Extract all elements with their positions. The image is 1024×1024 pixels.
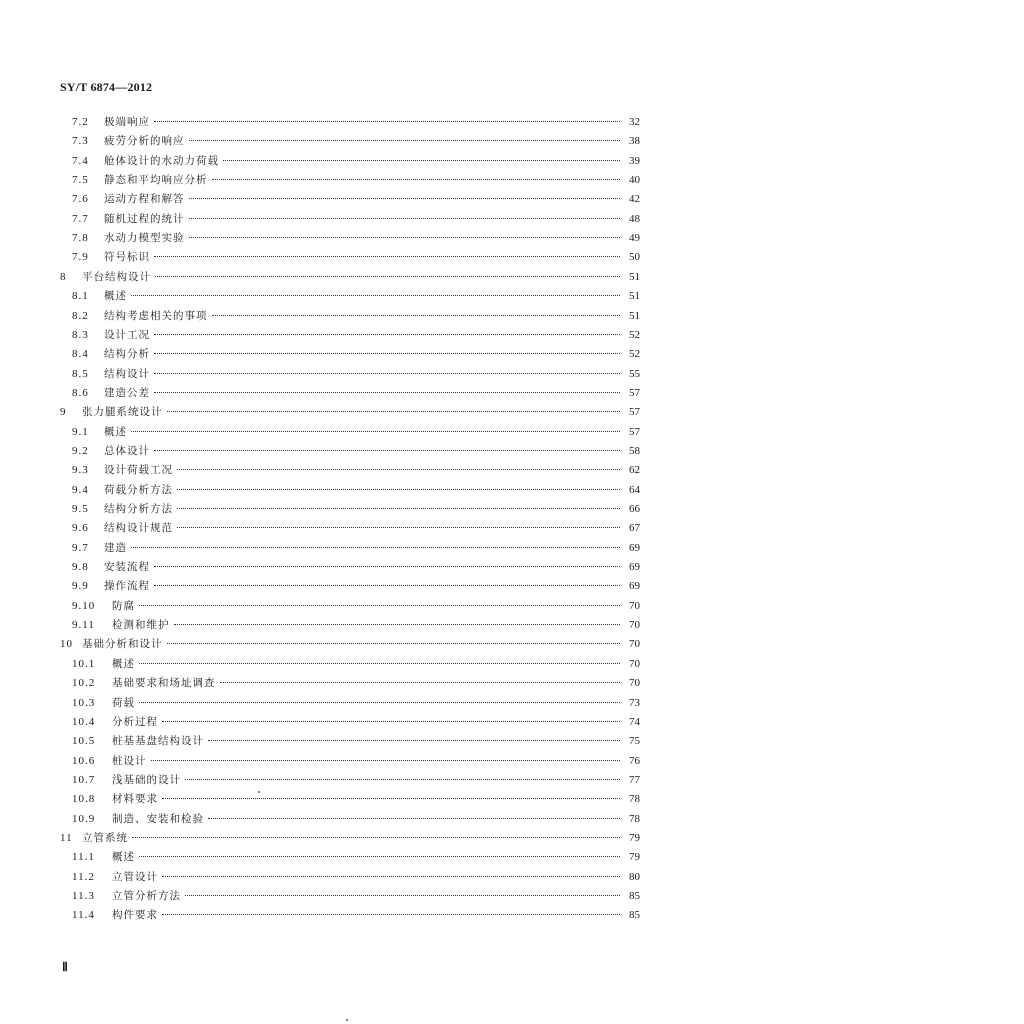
toc-dot-leader [154, 373, 620, 374]
toc-entry-title: 极端响应 [104, 116, 150, 128]
toc-section-entry [72, 461, 640, 479]
toc-entry-page: 58 [629, 445, 640, 457]
toc-section-entry [72, 577, 640, 595]
toc-entry-title: 总体设计 [104, 445, 150, 457]
toc-entry-number: 10.6 [72, 755, 96, 767]
toc-dot-leader [189, 218, 621, 219]
toc-dot-leader [154, 334, 620, 335]
toc-dot-leader [151, 760, 621, 761]
toc-entry-number: 11.2 [72, 871, 95, 883]
toc-section-entry [72, 248, 640, 266]
toc-entry-title: 检测和维护 [112, 619, 170, 631]
toc-section-entry [72, 287, 640, 305]
toc-entry-title: 舱体设计的水动力荷载 [104, 155, 219, 167]
toc-dot-leader [139, 663, 620, 664]
toc-entry-number: 7.7 [72, 213, 89, 225]
toc-dot-leader [185, 895, 620, 896]
toc-entry-page: 80 [629, 871, 640, 883]
toc-dot-leader [223, 160, 620, 161]
toc-entry-number: 9.5 [72, 503, 89, 515]
toc-entry-page: 85 [629, 909, 640, 921]
toc-entry-title: 安装流程 [104, 561, 150, 573]
toc-entry-number: 9.2 [72, 445, 89, 457]
page-number-footer: Ⅱ [62, 960, 68, 974]
toc-section-entry [72, 113, 640, 131]
toc-entry-page: 77 [629, 774, 640, 786]
toc-entry-page: 57 [629, 426, 640, 438]
toc-section-entry [72, 229, 640, 247]
toc-entry-title: 符号标识 [104, 251, 150, 263]
toc-entry-title: 防腐 [112, 600, 135, 612]
toc-entry-title: 平台结构设计 [82, 271, 151, 283]
toc-entry-title: 操作流程 [104, 580, 150, 592]
scan-speck [258, 791, 260, 793]
toc-section-entry [72, 152, 640, 170]
toc-entry-page: 38 [629, 135, 640, 147]
toc-entry-title: 概述 [104, 426, 127, 438]
toc-entry-number: 9.1 [72, 426, 89, 438]
toc-entry-title: 张力腿系统设计 [82, 406, 163, 418]
toc-entry-number: 9.4 [72, 484, 89, 496]
toc-dot-leader [154, 392, 620, 393]
toc-entry-page: 74 [629, 716, 640, 728]
toc-section-entry [72, 190, 640, 208]
toc-entry-title: 材料要求 [112, 793, 158, 805]
toc-entry-number: 7.5 [72, 174, 89, 186]
toc-section-entry [72, 752, 640, 770]
toc-section-entry [72, 674, 640, 692]
toc-entry-title: 构件要求 [112, 909, 158, 921]
toc-dot-leader [177, 527, 620, 528]
toc-entry-title: 结构考虑相关的事项 [104, 310, 208, 322]
toc-entry-number: 7.4 [72, 155, 89, 167]
toc-section-entry [72, 326, 640, 344]
toc-entry-title: 运动方程和解答 [104, 193, 185, 205]
toc-chapter-entry [60, 635, 640, 653]
toc-dot-leader [212, 179, 621, 180]
toc-section-entry [72, 771, 640, 789]
toc-section-entry [72, 887, 640, 905]
toc-section-entry [72, 481, 640, 499]
toc-dot-leader [162, 914, 620, 915]
toc-entry-page: 51 [629, 271, 640, 283]
toc-section-entry [72, 732, 640, 750]
toc-entry-page: 64 [629, 484, 640, 496]
toc-section-entry [72, 500, 640, 518]
toc-entry-title: 疲劳分析的响应 [104, 135, 185, 147]
toc-entry-page: 79 [629, 851, 640, 863]
toc-entry-number: 9.11 [72, 619, 95, 631]
toc-entry-title: 荷载分析方法 [104, 484, 173, 496]
toc-entry-page: 39 [629, 155, 640, 167]
toc-entry-page: 70 [629, 658, 640, 670]
toc-chapter-entry [60, 403, 640, 421]
toc-entry-page: 40 [629, 174, 640, 186]
toc-entry-number: 10.4 [72, 716, 96, 728]
toc-entry-page: 76 [629, 755, 640, 767]
toc-entry-number: 7.2 [72, 116, 89, 128]
toc-entry-number: 9.10 [72, 600, 96, 612]
toc-section-entry [72, 171, 640, 189]
toc-section-entry [72, 848, 640, 866]
toc-section-entry [72, 558, 640, 576]
toc-entry-number: 10.9 [72, 813, 96, 825]
toc-entry-number: 10.8 [72, 793, 96, 805]
toc-dot-leader [167, 411, 621, 412]
toc-entry-title: 立管系统 [82, 832, 128, 844]
toc-section-entry [72, 442, 640, 460]
toc-section-entry [72, 384, 640, 402]
toc-entry-page: 52 [629, 329, 640, 341]
toc-entry-title: 基础要求和场址调查 [112, 677, 216, 689]
toc-entry-title: 桩设计 [112, 755, 147, 767]
toc-entry-title: 立管设计 [112, 871, 158, 883]
toc-entry-number: 7.9 [72, 251, 89, 263]
toc-dot-leader [162, 876, 620, 877]
toc-entry-page: 79 [629, 832, 640, 844]
toc-dot-leader [154, 450, 620, 451]
toc-dot-leader [174, 624, 621, 625]
toc-entry-number: 10.7 [72, 774, 96, 786]
toc-entry-title: 概述 [112, 658, 135, 670]
toc-dot-leader [208, 740, 620, 741]
toc-entry-number: 10.2 [72, 677, 96, 689]
toc-section-entry [72, 365, 640, 383]
toc-section-entry [72, 597, 640, 615]
toc-entry-number: 10.5 [72, 735, 96, 747]
toc-chapter-entry [60, 268, 640, 286]
toc-entry-title: 建造 [104, 542, 127, 554]
toc-entry-number: 11 [60, 832, 73, 844]
toc-entry-number: 8.2 [72, 310, 89, 322]
toc-dot-leader [132, 837, 620, 838]
toc-dot-leader [162, 721, 620, 722]
toc-entry-title: 荷载 [112, 697, 135, 709]
scan-speck [346, 1019, 348, 1021]
toc-entry-number: 11.3 [72, 890, 95, 902]
toc-entry-title: 结构设计 [104, 368, 150, 380]
toc-entry-title: 制造、安装和检验 [112, 813, 204, 825]
toc-entry-title: 概述 [104, 290, 127, 302]
toc-dot-leader [177, 469, 620, 470]
toc-entry-title: 分析过程 [112, 716, 158, 728]
toc-dot-leader [177, 489, 620, 490]
toc-entry-number: 8.1 [72, 290, 89, 302]
toc-entry-page: 32 [629, 116, 640, 128]
toc-entry-number: 9.9 [72, 580, 89, 592]
toc-entry-title: 立管分析方法 [112, 890, 181, 902]
toc-entry-page: 57 [629, 387, 640, 399]
toc-section-entry [72, 616, 640, 634]
toc-dot-leader [154, 585, 620, 586]
toc-dot-leader [155, 276, 620, 277]
toc-entry-title: 随机过程的统计 [104, 213, 185, 225]
toc-entry-title: 概述 [112, 851, 135, 863]
toc-entry-title: 静态和平均响应分析 [104, 174, 208, 186]
toc-dot-leader [154, 121, 620, 122]
toc-dot-leader [139, 702, 620, 703]
toc-dot-leader [162, 798, 620, 799]
toc-entry-title: 结构分析方法 [104, 503, 173, 515]
toc-entry-number: 10.1 [72, 658, 96, 670]
toc-section-entry [72, 519, 640, 537]
toc-dot-leader [220, 682, 621, 683]
toc-section-entry [72, 790, 640, 808]
toc-dot-leader [208, 818, 620, 819]
document-code-header: SY/T 6874—2012 [60, 80, 153, 94]
toc-entry-number: 11.1 [72, 851, 95, 863]
toc-entry-page: 62 [629, 464, 640, 476]
toc-entry-title: 结构设计规范 [104, 522, 173, 534]
toc-section-entry [72, 655, 640, 673]
toc-section-entry [72, 713, 640, 731]
toc-entry-page: 50 [629, 251, 640, 263]
toc-entry-number: 7.6 [72, 193, 89, 205]
toc-chapter-entry [60, 829, 640, 847]
toc-section-entry [72, 423, 640, 441]
toc-dot-leader [167, 643, 621, 644]
toc-dot-leader [212, 315, 621, 316]
toc-entry-page: 85 [629, 890, 640, 902]
toc-entry-page: 75 [629, 735, 640, 747]
toc-entry-number: 9.3 [72, 464, 89, 476]
toc-section-entry [72, 868, 640, 886]
toc-entry-title: 结构分析 [104, 348, 150, 360]
toc-entry-page: 52 [629, 348, 640, 360]
toc-entry-page: 49 [629, 232, 640, 244]
toc-dot-leader [131, 295, 620, 296]
toc-entry-title: 桩基基盘结构设计 [112, 735, 204, 747]
toc-entry-page: 73 [629, 697, 640, 709]
toc-entry-number: 9.6 [72, 522, 89, 534]
toc-entry-number: 8.4 [72, 348, 89, 360]
toc-section-entry [72, 210, 640, 228]
toc-entry-page: 51 [629, 290, 640, 302]
toc-entry-page: 51 [629, 310, 640, 322]
toc-entry-page: 42 [629, 193, 640, 205]
toc-entry-page: 66 [629, 503, 640, 515]
toc-entry-title: 建造公差 [104, 387, 150, 399]
toc-entry-number: 10 [60, 638, 73, 650]
toc-entry-page: 78 [629, 813, 640, 825]
toc-entry-title: 设计荷载工况 [104, 464, 173, 476]
toc-entry-page: 57 [629, 406, 640, 418]
toc-entry-number: 7.8 [72, 232, 89, 244]
toc-entry-number: 9.8 [72, 561, 89, 573]
toc-dot-leader [154, 256, 620, 257]
toc-dot-leader [189, 237, 621, 238]
toc-entry-title: 设计工况 [104, 329, 150, 341]
toc-entry-page: 48 [629, 213, 640, 225]
toc-entry-number: 9 [60, 406, 67, 418]
toc-dot-leader [154, 566, 620, 567]
toc-dot-leader [139, 605, 620, 606]
toc-dot-leader [189, 198, 621, 199]
toc-section-entry [72, 132, 640, 150]
toc-entry-page: 69 [629, 561, 640, 573]
toc-dot-leader [185, 779, 620, 780]
toc-dot-leader [131, 547, 620, 548]
toc-section-entry [72, 307, 640, 325]
toc-entry-number: 8.5 [72, 368, 89, 380]
toc-entry-page: 70 [629, 638, 640, 650]
toc-entry-page: 69 [629, 542, 640, 554]
toc-section-entry [72, 345, 640, 363]
toc-dot-leader [139, 856, 620, 857]
toc-dot-leader [154, 353, 620, 354]
toc-section-entry [72, 694, 640, 712]
toc-entry-number: 8 [60, 271, 67, 283]
toc-entry-title: 水动力模型实验 [104, 232, 185, 244]
toc-entry-page: 55 [629, 368, 640, 380]
toc-section-entry [72, 906, 640, 924]
toc-entry-number: 9.7 [72, 542, 89, 554]
toc-dot-leader [189, 140, 621, 141]
toc-entry-number: 8.6 [72, 387, 89, 399]
toc-entry-page: 70 [629, 677, 640, 689]
toc-dot-leader [177, 508, 620, 509]
toc-entry-page: 70 [629, 619, 640, 631]
toc-entry-page: 67 [629, 522, 640, 534]
toc-section-entry [72, 810, 640, 828]
toc-entry-page: 70 [629, 600, 640, 612]
toc-entry-number: 7.3 [72, 135, 89, 147]
toc-entry-number: 11.4 [72, 909, 95, 921]
toc-dot-leader [131, 431, 620, 432]
toc-entry-page: 69 [629, 580, 640, 592]
toc-entry-page: 78 [629, 793, 640, 805]
toc-entry-title: 基础分析和设计 [82, 638, 163, 650]
toc-entry-number: 10.3 [72, 697, 96, 709]
toc-entry-title: 浅基础的设计 [112, 774, 181, 786]
toc-section-entry [72, 539, 640, 557]
toc-entry-number: 8.3 [72, 329, 89, 341]
